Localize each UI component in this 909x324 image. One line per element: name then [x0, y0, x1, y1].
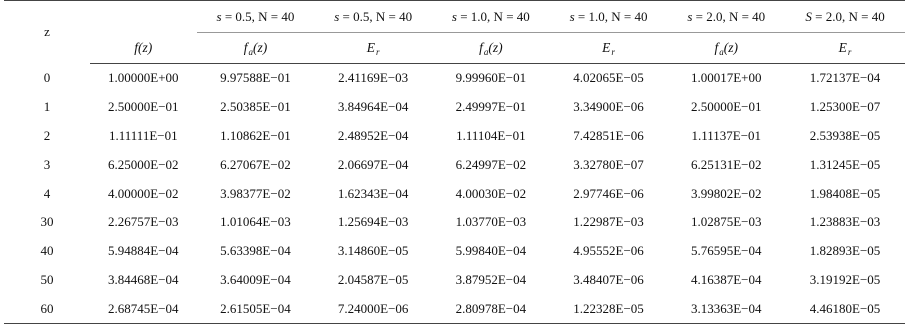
table-cell: 4.00000E−02: [108, 185, 179, 201]
table-cell: 1.02875E−03: [690, 214, 762, 230]
table-cell: 3.64009E−04: [220, 271, 291, 287]
table-row: [4, 179, 905, 208]
table-cell: 3.32780E−07: [573, 156, 644, 172]
table-cell: 3.19192E−05: [809, 271, 881, 287]
table-cell: 2.49997E−01: [455, 99, 527, 115]
table-cell: 2.68745E−04: [90, 294, 197, 323]
header-row-params: [4, 1, 905, 33]
param-values: = 1.0, N = 40: [456, 8, 530, 24]
table-cell: 1.82893E−05: [809, 243, 881, 259]
table-cell: 7.24000E−06: [314, 294, 432, 323]
table-row: [4, 64, 905, 93]
param-values: = 0.5, N = 40: [221, 8, 295, 24]
table-cell: 1.31245E−05: [809, 156, 881, 172]
param-symbol: s: [451, 8, 457, 24]
table-cell: 7.42851E−06: [573, 127, 644, 143]
param-header: [432, 1, 550, 33]
table-cell: 1.62343E−04: [337, 185, 409, 201]
table-cell: 1.98408E−05: [809, 185, 881, 201]
table-cell: 2.50000E−01: [690, 99, 762, 115]
table-cell: 4.46180E−05: [785, 294, 905, 323]
z-value-cell: 2: [43, 127, 51, 143]
table-cell: 1.10862E−01: [220, 127, 291, 143]
param-symbol: s: [216, 8, 222, 24]
table-cell: 3.48407E−06: [573, 271, 644, 287]
table-cell: 1.01064E−03: [220, 214, 291, 230]
z-value-cell: 40: [40, 243, 54, 259]
param-header: [550, 1, 668, 33]
table-row: [4, 208, 905, 237]
table-cell: 2.48952E−04: [337, 127, 409, 143]
z-value-cell: 3: [43, 156, 51, 172]
param-symbol: s: [334, 8, 340, 24]
table-cell: 4.95552E−06: [573, 243, 644, 259]
table-cell: 6.24997E−02: [455, 156, 527, 172]
param-symbol: S: [805, 8, 812, 24]
quantity-header-error: $E_r$: [785, 33, 905, 64]
table-cell: 4.00030E−02: [455, 185, 527, 201]
table-cell: 2.41169E−03: [338, 70, 409, 86]
table-cell: 2.97746E−06: [573, 185, 644, 201]
table-cell: 1.00017E+00: [690, 70, 762, 86]
z-value-cell: 30: [40, 214, 54, 230]
table-cell: 5.63398E−04: [220, 243, 291, 259]
header-row-quantities: [4, 33, 905, 64]
table-cell: 9.97588E−01: [220, 70, 291, 86]
results-table: [4, 0, 905, 324]
z-value-cell: 50: [40, 271, 54, 287]
z-value-cell: 1: [43, 99, 51, 115]
table-cell: 3.98377E−02: [220, 185, 291, 201]
table-cell: 5.99840E−04: [455, 243, 527, 259]
table-cell: 1.03770E−03: [455, 214, 527, 230]
table-cell: 2.50385E−01: [220, 99, 291, 115]
table-cell: 2.04587E−05: [337, 271, 409, 287]
table-row: [4, 150, 905, 179]
z-value-cell: 0: [43, 70, 51, 86]
param-symbol: s: [687, 8, 693, 24]
table-cell: 3.87952E−04: [455, 271, 527, 287]
param-header: [785, 1, 905, 33]
table-cell: 1.22328E−05: [550, 294, 668, 323]
z-value-cell: 4: [43, 185, 51, 201]
table-cell: 3.13363E−04: [667, 294, 785, 323]
table-cell: 1.25300E−07: [809, 99, 881, 115]
table-cell: 1.00000E+00: [108, 70, 179, 86]
quantity-header-approx: $f_a(z)$: [432, 33, 550, 64]
quantity-header-approx: $f_a(z)$: [667, 33, 785, 64]
table-cell: 9.99960E−01: [455, 70, 527, 86]
table-cell: 5.76595E−04: [690, 243, 762, 259]
table-cell: 1.11111E−01: [109, 127, 178, 143]
table-row: [4, 93, 905, 122]
table-cell: 1.22987E−03: [573, 214, 644, 230]
quantity-header-approx: $f_a(z)$: [197, 33, 315, 64]
param-header: [667, 1, 785, 33]
table-cell: 4.16387E−04: [690, 271, 762, 287]
table-cell: 3.14860E−05: [337, 243, 409, 259]
table-cell: 3.84964E−04: [337, 99, 409, 115]
table-cell: 1.11104E−01: [456, 127, 526, 143]
param-values: = 1.0, N = 40: [574, 8, 648, 24]
table-cell: 6.27067E−02: [220, 156, 291, 172]
table-row: [4, 237, 905, 266]
table-cell: 6.25000E−02: [108, 156, 179, 172]
table-cell: 5.94884E−04: [108, 243, 179, 259]
table-cell: 1.72137E−04: [809, 70, 881, 86]
table-cell: 2.50000E−01: [108, 99, 179, 115]
param-values: = 0.5, N = 40: [339, 8, 413, 24]
table-row: [4, 266, 905, 295]
table-cell: 1.25694E−03: [337, 214, 409, 230]
z-value-cell: 60: [4, 294, 90, 323]
table-cell: 6.25131E−02: [690, 156, 762, 172]
table-cell: 3.84468E−04: [108, 271, 179, 287]
quantity-header-error: $E_r$: [550, 33, 668, 64]
table-cell: 2.53938E−05: [809, 127, 881, 143]
table-cell: 2.06697E−04: [337, 156, 409, 172]
quantity-header-error: $E_r$: [314, 33, 432, 64]
table-row: [4, 294, 905, 323]
table-cell: 1.11137E−01: [691, 127, 762, 143]
table-cell: 3.99802E−02: [690, 185, 762, 201]
z-column-header: z: [4, 1, 90, 64]
table-cell: 2.61505E−04: [197, 294, 315, 323]
param-values: = 2.0, N = 40: [811, 8, 885, 24]
blank-header: [90, 1, 197, 33]
param-header: [314, 1, 432, 33]
table-cell: 4.02065E−05: [573, 70, 644, 86]
table-cell: 1.23883E−03: [809, 214, 881, 230]
param-symbol: s: [569, 8, 575, 24]
quantity-header-exact: f(z): [90, 33, 197, 64]
table-cell: 3.34900E−06: [573, 99, 644, 115]
table-cell: 2.80978E−04: [432, 294, 550, 323]
param-values: = 2.0, N = 40: [692, 8, 766, 24]
param-header: [197, 1, 315, 33]
table-row: [4, 122, 905, 151]
table-body: [4, 64, 905, 324]
table-cell: 2.26757E−03: [108, 214, 179, 230]
